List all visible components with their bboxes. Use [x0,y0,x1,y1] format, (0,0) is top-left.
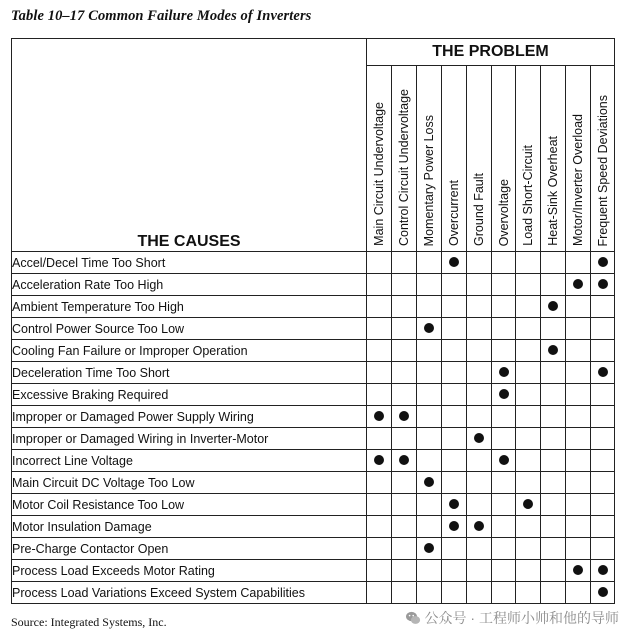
matrix-cell [591,538,615,560]
bullet-mark [598,257,608,267]
cause-label: Pre-Charge Contactor Open [12,538,367,560]
table-row [12,494,615,516]
bullet-mark [548,345,558,355]
matrix-cell [591,582,615,604]
matrix-cell [492,538,516,560]
matrix-cell [516,340,541,362]
problem-column-header [566,66,591,252]
matrix-cell [467,538,492,560]
problem-label: Frequent Speed Deviations [595,94,610,246]
bullet-mark [499,455,509,465]
matrix-cell [442,538,467,560]
problem-column-header [442,66,467,252]
matrix-cell [541,274,566,296]
matrix-cell [591,494,615,516]
matrix-cell [591,406,615,428]
bullet-mark [449,499,459,509]
matrix-cell [442,252,467,274]
matrix-cell [541,384,566,406]
table-caption: Table 10–17 Common Failure Modes of Inverters [11,8,312,24]
matrix-cell [566,494,591,516]
matrix-cell [442,406,467,428]
matrix-cell [591,340,615,362]
problem-header: THE PROBLEM [367,39,615,66]
matrix-cell [392,516,417,538]
matrix-cell [541,362,566,384]
matrix-cell [516,406,541,428]
bullet-mark [449,521,459,531]
problem-label: Main Circuit Undervoltage [372,102,386,246]
matrix-cell [566,274,591,296]
matrix-cell [566,582,591,604]
bullet-mark [499,389,509,399]
matrix-cell [367,406,392,428]
bullet-mark [573,279,583,289]
bullet-mark [598,565,608,575]
problem-label: Control Circuit Undervoltage [397,88,411,246]
matrix-cell [417,274,442,296]
bullet-mark [424,477,434,487]
cause-label: Deceleration Time Too Short [12,362,367,384]
matrix-cell [392,560,417,582]
matrix-cell [566,384,591,406]
bullet-mark [399,411,409,421]
matrix-cell [492,362,516,384]
matrix-cell [367,318,392,340]
matrix-cell [392,296,417,318]
matrix-cell [591,516,615,538]
matrix-cell [442,582,467,604]
matrix-cell [591,560,615,582]
matrix-cell [591,296,615,318]
matrix-cell [442,318,467,340]
problem-label: Overcurrent [447,180,461,246]
bullet-mark [598,587,608,597]
matrix-cell [442,494,467,516]
matrix-cell [492,472,516,494]
table-row [12,450,615,472]
matrix-cell [417,406,442,428]
matrix-cell [492,406,516,428]
cause-label: Control Power Source Too Low [12,318,367,340]
matrix-cell [492,384,516,406]
bullet-mark [424,543,434,553]
matrix-cell [566,560,591,582]
matrix-cell [566,406,591,428]
causes-header: THE CAUSES [12,39,367,252]
matrix-cell [417,362,442,384]
problem-label: Heat-Sink Overheat [546,136,560,246]
matrix-cell [467,560,492,582]
matrix-cell [392,582,417,604]
matrix-cell [541,516,566,538]
matrix-cell [492,450,516,472]
matrix-cell [367,472,392,494]
matrix-cell [467,450,492,472]
matrix-cell [367,384,392,406]
matrix-cell [367,494,392,516]
bullet-mark [499,367,509,377]
matrix-cell [392,362,417,384]
matrix-cell [566,362,591,384]
matrix-cell [566,252,591,274]
matrix-cell [367,274,392,296]
bullet-mark [424,323,434,333]
matrix-cell [566,428,591,450]
cause-label: Incorrect Line Voltage [12,450,367,472]
matrix-cell [367,362,392,384]
matrix-cell [417,472,442,494]
problem-label: Load Short-Circuit [521,145,535,246]
matrix-cell [541,428,566,450]
matrix-cell [492,274,516,296]
source-note: Source: Integrated Systems, Inc. [11,615,167,629]
failure-modes-table [11,38,615,604]
matrix-cell [516,538,541,560]
cause-label: Motor Coil Resistance Too Low [12,494,367,516]
problem-column-header [541,66,566,252]
table-row [12,406,615,428]
watermark-text: 公众号 · 工程师小帅和他的导师 [424,610,619,626]
matrix-cell [367,428,392,450]
problem-label: Ground Fault [472,173,486,246]
matrix-cell [467,494,492,516]
bullet-mark [399,455,409,465]
matrix-cell [467,406,492,428]
bullet-mark [598,279,608,289]
problem-column-header [492,66,516,252]
table-row [12,296,615,318]
matrix-cell [417,450,442,472]
matrix-cell [541,318,566,340]
matrix-cell [417,428,442,450]
matrix-cell [541,560,566,582]
matrix-cell [467,318,492,340]
matrix-cell [367,450,392,472]
table-row [12,362,615,384]
matrix-cell [566,340,591,362]
matrix-cell [417,516,442,538]
matrix-cell [467,274,492,296]
matrix-cell [392,252,417,274]
matrix-cell [516,318,541,340]
matrix-cell [467,428,492,450]
cause-label: Excessive Braking Required [12,384,367,406]
matrix-cell [591,384,615,406]
table-row [12,582,615,604]
matrix-cell [417,384,442,406]
matrix-cell [367,340,392,362]
matrix-cell [591,252,615,274]
matrix-cell [492,516,516,538]
matrix-cell [467,340,492,362]
matrix-cell [566,450,591,472]
matrix-cell [367,560,392,582]
matrix-cell [392,274,417,296]
matrix-cell [442,340,467,362]
table-row [12,274,615,296]
matrix-cell [442,384,467,406]
matrix-cell [516,252,541,274]
matrix-cell [492,296,516,318]
bullet-mark [474,521,484,531]
matrix-cell [417,340,442,362]
matrix-cell [392,318,417,340]
matrix-cell [467,384,492,406]
matrix-cell [367,252,392,274]
cause-label: Process Load Variations Exceed System Capabilities [12,582,367,604]
matrix-cell [392,494,417,516]
matrix-cell [417,560,442,582]
matrix-cell [516,516,541,538]
table-row [12,428,615,450]
bullet-mark [449,257,459,267]
table-row [12,516,615,538]
matrix-cell [442,472,467,494]
problem-label: Motor/Inverter Overload [571,114,585,246]
cause-label: Motor Insulation Damage [12,516,367,538]
cause-label: Improper or Damaged Power Supply Wiring [12,406,367,428]
matrix-cell [417,318,442,340]
bullet-mark [374,455,384,465]
table-row [12,384,615,406]
matrix-cell [492,340,516,362]
wechat-icon [405,610,421,626]
matrix-cell [516,582,541,604]
matrix-cell [516,450,541,472]
matrix-cell [442,450,467,472]
matrix-cell [541,252,566,274]
matrix-cell [591,428,615,450]
matrix-cell [516,428,541,450]
matrix-cell [417,296,442,318]
matrix-cell [516,494,541,516]
table-row [12,538,615,560]
matrix-cell [492,318,516,340]
problem-label: Momentary Power Loss [422,114,436,246]
matrix-cell [467,252,492,274]
problem-column-header [367,66,392,252]
matrix-cell [367,296,392,318]
matrix-cell [541,494,566,516]
matrix-cell [467,362,492,384]
matrix-cell [417,538,442,560]
matrix-cell [417,494,442,516]
matrix-cell [467,472,492,494]
matrix-cell [566,538,591,560]
matrix-cell [591,274,615,296]
matrix-cell [541,450,566,472]
matrix-cell [417,582,442,604]
matrix-cell [591,318,615,340]
matrix-cell [516,362,541,384]
table-row [12,340,615,362]
bullet-mark [474,433,484,443]
matrix-cell [541,582,566,604]
matrix-cell [492,428,516,450]
matrix-cell [492,252,516,274]
matrix-cell [442,560,467,582]
matrix-cell [591,362,615,384]
matrix-cell [492,494,516,516]
matrix-cell [516,472,541,494]
problem-column-header [417,66,442,252]
matrix-cell [566,296,591,318]
matrix-cell [442,274,467,296]
causes-body [12,252,615,604]
matrix-cell [442,296,467,318]
matrix-cell [591,472,615,494]
matrix-cell [442,516,467,538]
matrix-cell [516,560,541,582]
matrix-cell [392,406,417,428]
matrix-cell [541,340,566,362]
problem-label: Overvoltage [496,178,511,246]
table-row [12,560,615,582]
problem-column-header [467,66,492,252]
matrix-cell [392,340,417,362]
matrix-cell [591,450,615,472]
problem-column-header [392,66,417,252]
cause-label: Acceleration Rate Too High [12,274,367,296]
cause-label: Main Circuit DC Voltage Too Low [12,472,367,494]
matrix-cell [467,296,492,318]
matrix-cell [392,472,417,494]
bullet-mark [598,367,608,377]
problem-column-header [591,66,615,252]
matrix-cell [516,384,541,406]
matrix-cell [467,582,492,604]
matrix-cell [442,428,467,450]
table-row [12,252,615,274]
cause-label: Cooling Fan Failure or Improper Operation [12,340,367,362]
matrix-cell [566,318,591,340]
matrix-cell [541,538,566,560]
problem-column-header [516,66,541,252]
matrix-cell [566,472,591,494]
matrix-cell [392,450,417,472]
matrix-cell [392,384,417,406]
matrix-cell [516,296,541,318]
cause-label: Accel/Decel Time Too Short [12,252,367,274]
table-row [12,318,615,340]
bullet-mark [573,565,583,575]
matrix-cell [367,516,392,538]
cause-label: Ambient Temperature Too High [12,296,367,318]
matrix-cell [516,274,541,296]
cause-label: Process Load Exceeds Motor Rating [12,560,367,582]
matrix-cell [392,538,417,560]
matrix-cell [367,538,392,560]
matrix-cell [541,472,566,494]
matrix-cell [467,516,492,538]
matrix-cell [392,428,417,450]
bullet-mark [548,301,558,311]
matrix-cell [541,406,566,428]
bullet-mark [523,499,533,509]
matrix-cell [566,516,591,538]
cause-label: Improper or Damaged Wiring in Inverter-Motor [12,428,367,450]
matrix-cell [367,582,392,604]
matrix-cell [442,362,467,384]
matrix-cell [541,296,566,318]
watermark [405,608,619,628]
matrix-cell [492,582,516,604]
matrix-cell [492,560,516,582]
table-row [12,472,615,494]
matrix-cell [417,252,442,274]
bullet-mark [374,411,384,421]
